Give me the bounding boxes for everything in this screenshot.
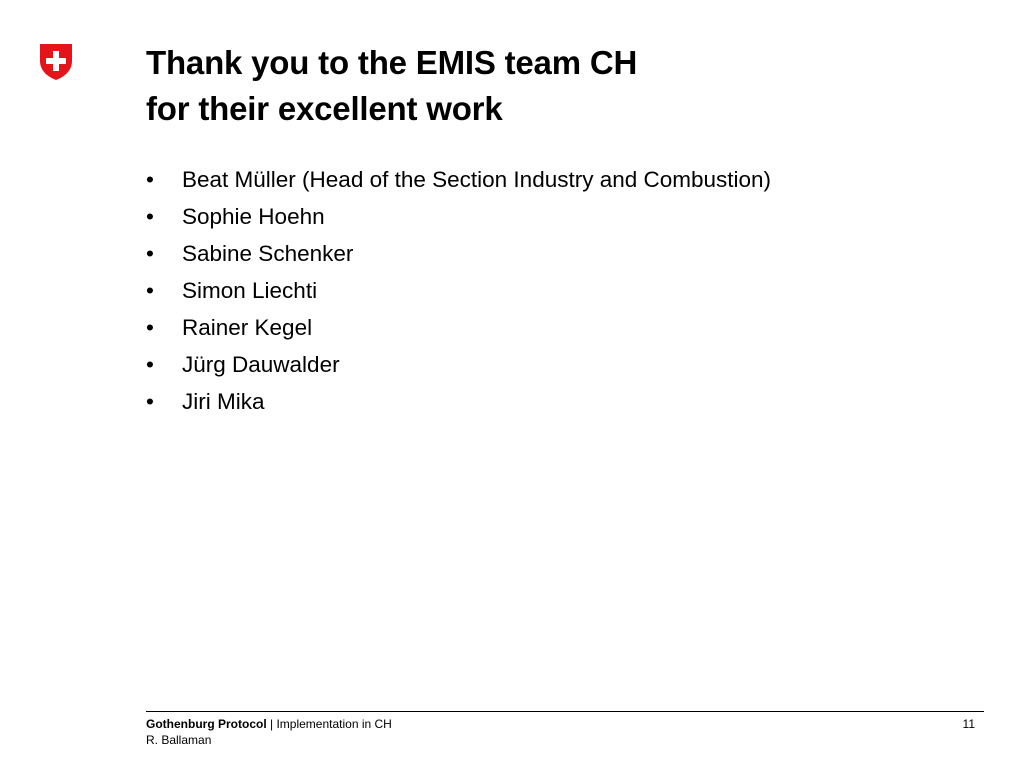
footer-author: R. Ballaman bbox=[146, 733, 212, 747]
bullet-icon: • bbox=[146, 389, 154, 414]
list-item-text: Sophie Hoehn bbox=[182, 204, 325, 229]
title-line-1: Thank you to the EMIS team CH bbox=[146, 44, 638, 81]
footer-subtitle: Implementation in CH bbox=[276, 717, 392, 731]
team-member-list bbox=[146, 161, 771, 420]
list-item-text: Jürg Dauwalder bbox=[182, 352, 340, 377]
list-item-text: Rainer Kegel bbox=[182, 315, 313, 340]
swiss-shield-icon bbox=[39, 43, 73, 81]
footer bbox=[146, 716, 392, 748]
bullet-icon: • bbox=[146, 241, 154, 266]
list-item-text: Jiri Mika bbox=[182, 389, 265, 414]
list-item-text: Simon Liechti bbox=[182, 278, 318, 303]
list-item bbox=[146, 309, 771, 346]
list-item bbox=[146, 235, 771, 272]
list-item bbox=[146, 198, 771, 235]
bullet-icon: • bbox=[146, 278, 154, 303]
bullet-icon: • bbox=[146, 315, 154, 340]
footer-title-line bbox=[146, 716, 392, 732]
page-number: 11 bbox=[962, 717, 975, 731]
footer-presentation-title: Gothenburg Protocol bbox=[146, 717, 267, 731]
list-item bbox=[146, 346, 771, 383]
title-line-2: for their excellent work bbox=[146, 90, 503, 127]
list-item-text: Beat Müller (Head of the Section Industry and Combustion) bbox=[182, 167, 772, 192]
list-item bbox=[146, 272, 771, 309]
slide-title bbox=[146, 40, 637, 132]
list-item bbox=[146, 383, 771, 420]
footer-divider bbox=[146, 711, 984, 712]
footer-separator: | bbox=[266, 717, 277, 731]
bullet-icon: • bbox=[146, 167, 154, 192]
list-item-text: Sabine Schenker bbox=[182, 241, 354, 266]
bullet-icon: • bbox=[146, 204, 154, 229]
bullet-icon: • bbox=[146, 352, 154, 377]
list-item bbox=[146, 161, 771, 198]
